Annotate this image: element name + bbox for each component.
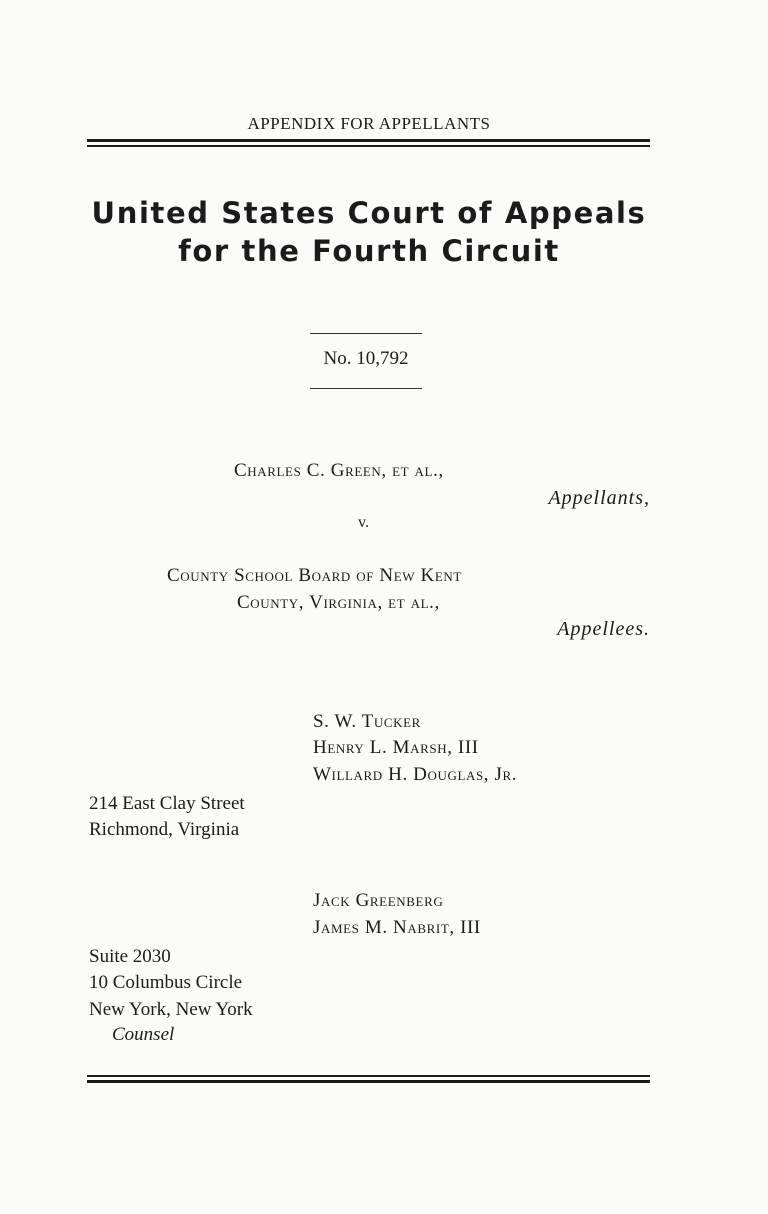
counsel-name: S. W. Tucker bbox=[313, 711, 421, 732]
court-title-line1: United States Court of Appeals bbox=[91, 196, 647, 230]
address-line: Richmond, Virginia bbox=[89, 819, 240, 840]
address-line: 214 East Clay Street bbox=[89, 793, 245, 814]
court-title-line2: for the Fourth Circuit bbox=[178, 234, 560, 268]
address-line: Suite 2030 bbox=[89, 946, 171, 967]
appellee-name-line2: County, Virginia, et al., bbox=[237, 592, 440, 613]
header-rule-top bbox=[87, 139, 650, 142]
address-line: 10 Columbus Circle bbox=[89, 972, 243, 993]
footer-rule-bottom bbox=[87, 1080, 650, 1083]
appellant-name: Charles C. Green, et al., bbox=[234, 460, 444, 481]
appellee-name-line1: County School Board of New Kent bbox=[167, 565, 462, 586]
appellee-role: Appellees. bbox=[557, 618, 650, 640]
footer-rule-top bbox=[87, 1075, 650, 1077]
counsel-name: Jack Greenberg bbox=[313, 890, 444, 911]
counsel-label: Counsel bbox=[112, 1024, 175, 1045]
versus: v. bbox=[358, 514, 369, 531]
counsel-name: Henry L. Marsh, III bbox=[313, 737, 479, 758]
appendix-header: APPENDIX FOR APPELLANTS bbox=[247, 114, 491, 133]
case-number: No. 10,792 bbox=[323, 348, 409, 369]
counsel-name: Willard H. Douglas, Jr. bbox=[313, 764, 518, 785]
appellant-role: Appellants, bbox=[548, 487, 650, 509]
header-rule-bottom bbox=[87, 145, 650, 147]
counsel-name: James M. Nabrit, III bbox=[313, 917, 481, 938]
case-number-rule-top bbox=[310, 333, 422, 334]
address-line: New York, New York bbox=[89, 999, 253, 1020]
case-number-rule-bottom bbox=[310, 388, 422, 389]
